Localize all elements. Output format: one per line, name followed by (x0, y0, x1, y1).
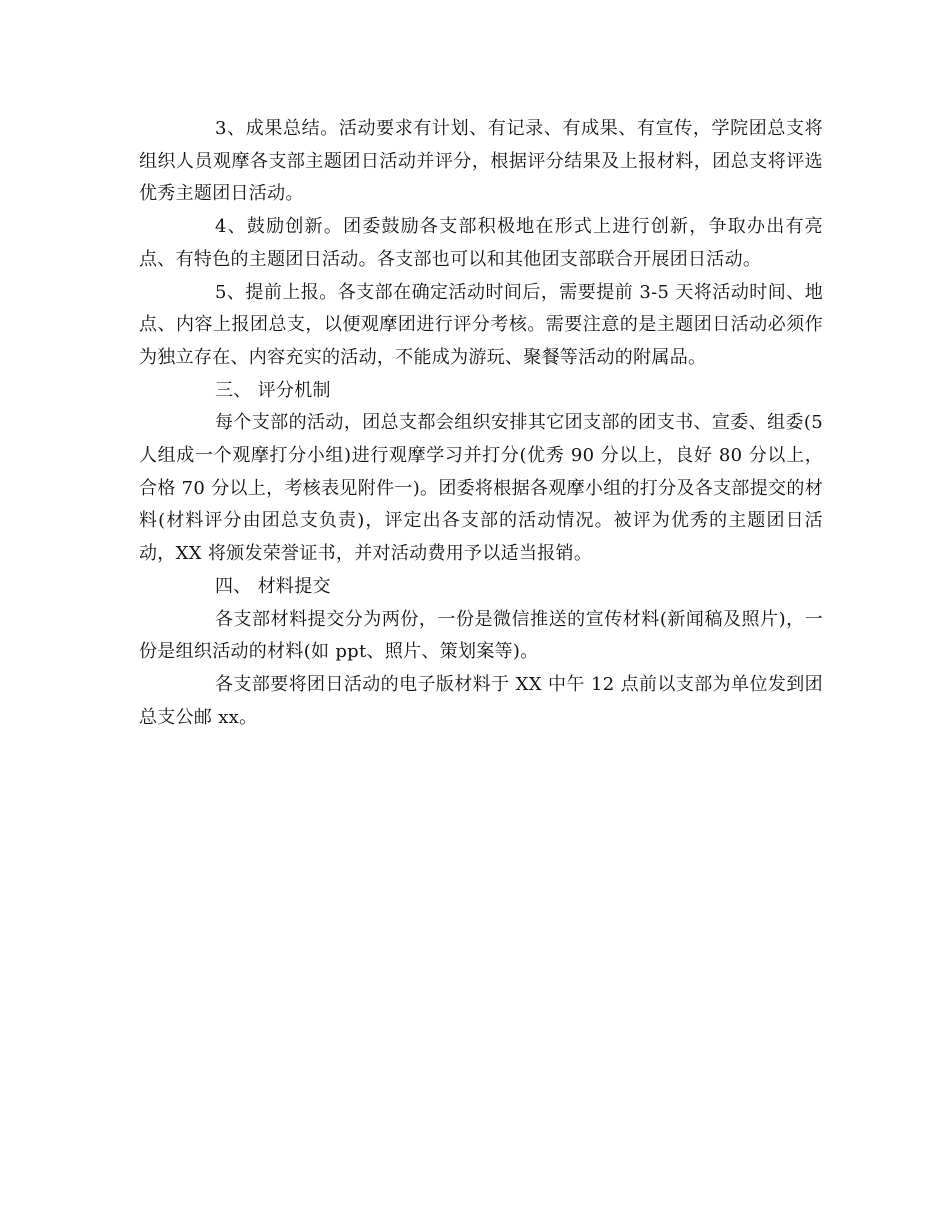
paragraph-advance-report: 5、提前上报。各支部在确定活动时间后，需要提前 3-5 天将活动时间、地点、内容上报团总支，以便观摩团进行评分考核。需要注意的是主题团日活动必须作为独立存在、内容充实的活动，不能成为游玩、聚餐等活动的附属品。 (139, 281, 823, 368)
paragraph-submission-deadline: 各支部要将团日活动的电子版材料于 XX 中午 12 点前以支部为单位发到团总支公邮 xx。 (139, 673, 823, 728)
section-heading-submission: 四、 材料提交 (215, 575, 331, 597)
paragraph-encourage-innovation: 4、鼓励创新。团委鼓励各支部积极地在形式上进行创新，争取办出有亮点、有特色的主题团日活动。各支部也可以和其他团支部联合开展团日活动。 (139, 216, 823, 270)
paragraph-achievement-summary: 3、成果总结。活动要求有计划、有记录、有成果、有宣传，学院团总支将组织人员观摩各支部主题团日活动并评分，根据评分结果及上报材料，团总支将评选优秀主题团日活动。 (139, 118, 823, 205)
paragraph-submission-parts: 各支部材料提交分为两份，一份是微信推送的宣传材料(新闻稿及照片)，一份是组织活动的材料(如 ppt、照片、策划案等)。 (139, 608, 823, 663)
document-body (139, 113, 823, 734)
paragraph-scoring-mechanism: 每个支部的活动，团总支都会组织安排其它团支部的团支书、宣委、组委(5 人组成一个观摩打分小组)进行观摩学习并打分(优秀 90 分以上，良好 80 分以上，合格 70 分以上，考核表见附件一)。团委将根据各观摩小组的打分及各支部提交的材料(材料评分由团总支负责)，评定出各支部的活动情况。被评为优秀的主题团日活动，XX 将颁发荣誉证书，并对活动费用予以适当报销。 (139, 412, 823, 565)
section-heading-scoring: 三、 评分机制 (215, 379, 331, 401)
